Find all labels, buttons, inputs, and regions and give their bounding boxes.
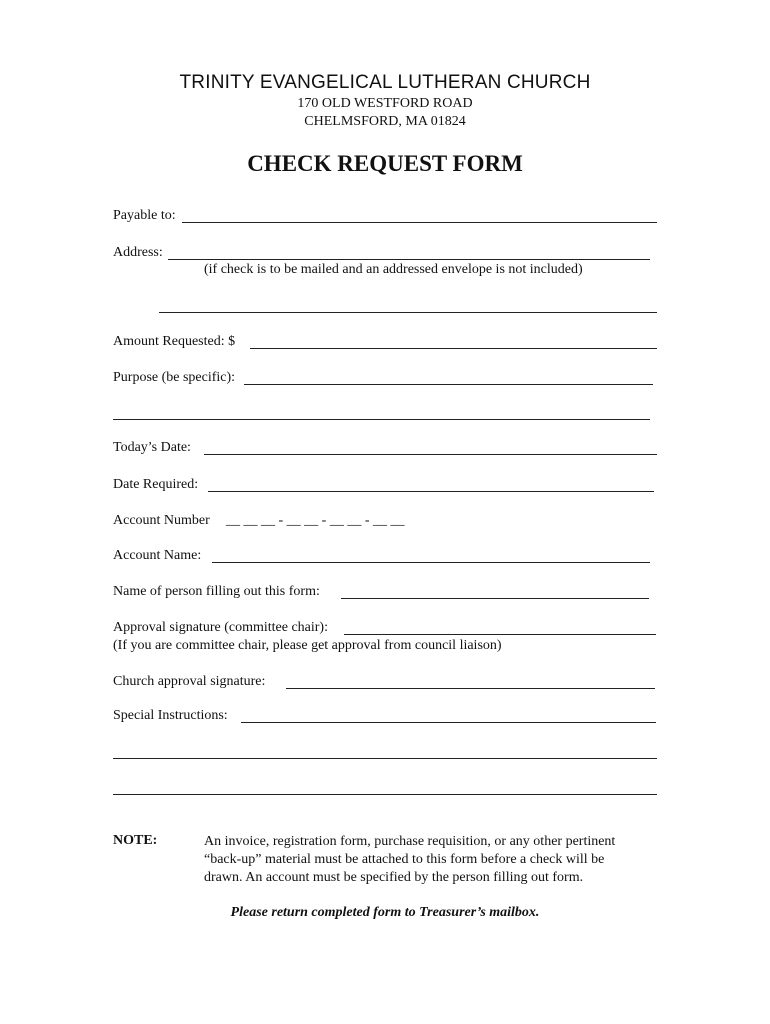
approval-note: (If you are committee chair, please get approval from council liaison) [113, 638, 502, 653]
address-label: Address: [113, 245, 163, 260]
special-instructions-label: Special Instructions: [113, 708, 228, 723]
purpose-line-2[interactable] [113, 419, 650, 420]
filler-name-label: Name of person filling out this form: [113, 584, 320, 599]
todays-date-label: Today’s Date: [113, 440, 191, 455]
note-line-2: “back-up” material must be attached to this form before a check will be [204, 852, 605, 867]
special-instructions-line-3[interactable] [113, 794, 657, 795]
address-line-1[interactable] [168, 259, 650, 260]
purpose-label: Purpose (be specific): [113, 370, 236, 385]
special-instructions-line-2[interactable] [113, 758, 657, 759]
account-number-label: Account Number [113, 513, 210, 528]
approval-signature-label: Approval signature (committee chair): [113, 620, 328, 635]
note-label: NOTE: [113, 833, 158, 848]
filler-name-line[interactable] [341, 598, 649, 599]
church-approval-line[interactable] [286, 688, 655, 689]
payable-to-line[interactable] [182, 222, 657, 223]
church-name: TRINITY EVANGELICAL LUTHERAN CHURCH [179, 72, 591, 93]
payable-to-label: Payable to: [113, 208, 176, 223]
account-name-label: Account Name: [113, 548, 202, 563]
special-instructions-line-1[interactable] [241, 722, 656, 723]
purpose-line-1[interactable] [244, 384, 653, 385]
amount-line[interactable] [250, 348, 657, 349]
account-number-mask[interactable]: __ __ __ - __ __ - __ __ - __ __ [226, 513, 405, 528]
note-line-3: drawn. An account must be specified by the person filling out form. [204, 870, 584, 885]
address-line-2[interactable] [159, 312, 657, 313]
account-name-line[interactable] [212, 562, 650, 563]
amount-label: Amount Requested: $ [113, 334, 236, 349]
todays-date-line[interactable] [204, 454, 657, 455]
address-note: (if check is to be mailed and an addressed envelope is not included) [204, 262, 583, 277]
church-city: CHELMSFORD, MA 01824 [304, 114, 466, 129]
form-title: CHECK REQUEST FORM [247, 151, 523, 176]
church-approval-label: Church approval signature: [113, 674, 266, 689]
note-line-1: An invoice, registration form, purchase requisition, or any other pertinent [204, 834, 616, 849]
approval-signature-line[interactable] [344, 634, 656, 635]
date-required-line[interactable] [208, 491, 654, 492]
date-required-label: Date Required: [113, 477, 199, 492]
church-street: 170 OLD WESTFORD ROAD [297, 96, 473, 111]
return-instructions: Please return completed form to Treasurer’s mailbox. [230, 905, 540, 920]
